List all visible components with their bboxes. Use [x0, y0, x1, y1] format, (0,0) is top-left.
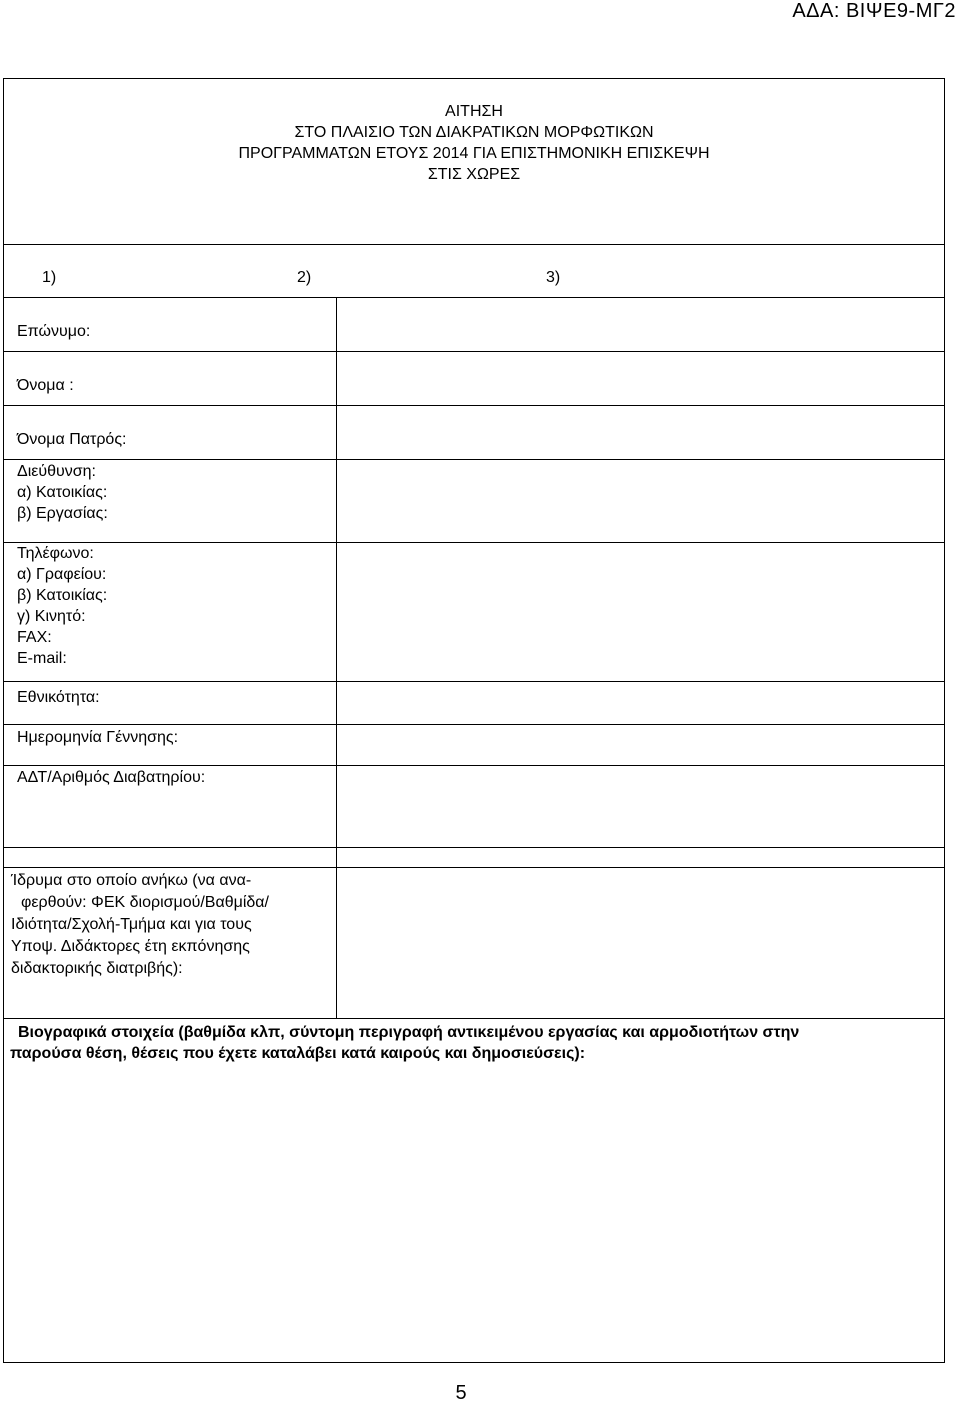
label-name: Όνομα : [17, 377, 74, 394]
divider-nationality [4, 724, 944, 725]
label-address-work: β) Εργασίας: [17, 505, 108, 522]
page-number: 5 [455, 1382, 467, 1404]
institution-line-2: φερθούν: ΦΕΚ διορισμού/Βαθμίδα/ [21, 894, 269, 911]
application-form [3, 78, 945, 1363]
label-bio [10, 1022, 930, 1064]
title-line-1: ΑΙΤΗΣΗ [445, 103, 503, 120]
label-phone-mobile: γ) Κινητό: [17, 608, 86, 625]
divider-birthdate [4, 765, 944, 766]
institution-line-4: Υποψ. Διδάκτορες έτη εκπόνησης [11, 938, 250, 955]
institution-line-3: Ιδιότητα/Σχολή-Τμήμα και για τους [11, 916, 252, 933]
title-line-3: ΠΡΟΓΡΑΜΜΑΤΩΝ ΕΤΟΥΣ 2014 ΓΙΑ ΕΠΙΣΤΗΜΟΝΙΚΗ ΕΠΙΣΚΕΨΗ [238, 145, 710, 162]
divider-institution-top [4, 867, 944, 868]
divider-institution-bottom [4, 1018, 944, 1019]
bio-line-2: παρούσα θέση, θέσεις που έχετε καταλάβει κατά καιρούς και δημοσιεύσεις): [10, 1045, 586, 1062]
label-email: E-mail: [17, 650, 67, 667]
ada-code: ΑΔΑ: ΒΙΨΕ9-ΜΓ2 [792, 0, 956, 22]
divider-title [4, 244, 944, 245]
title-line-4: ΣΤΙΣ ΧΩΡΕΣ [427, 166, 521, 183]
label-birthdate: Ημερομηνία Γέννησης: [17, 729, 179, 746]
label-fax: FAX: [17, 629, 52, 646]
title-line-2: ΣΤΟ ΠΛΑΙΣΙΟ ΤΩΝ ΔΙΑΚΡΑΤΙΚΩΝ ΜΟΡΦΩΤΙΚΩΝ [294, 124, 654, 141]
institution-line-1: Ίδρυμα στο οποίο ανήκω (να ανα- [11, 872, 252, 889]
label-surname: Επώνυμο: [17, 323, 91, 340]
divider-phone [4, 681, 944, 682]
divider-father [4, 459, 944, 460]
choice-2: 2) [297, 269, 312, 286]
choice-3: 3) [546, 269, 561, 286]
form-title [4, 101, 944, 185]
label-nationality: Εθνικότητα: [17, 689, 100, 706]
label-phone-office: α) Γραφείου: [17, 566, 107, 583]
label-phone-group [17, 543, 107, 669]
label-phone: Τηλέφωνο: [17, 545, 94, 562]
column-divider-institution [336, 847, 337, 1018]
label-phone-home: β) Κατοικίας: [17, 587, 108, 604]
institution-line-5: διδακτορικής διατριβής): [11, 960, 183, 977]
column-divider-top [336, 297, 337, 847]
label-id-number: ΑΔΤ/Αριθμός Διαβατηρίου: [17, 769, 206, 786]
label-address-group [17, 461, 108, 524]
label-address-home: α) Κατοικίας: [17, 484, 108, 501]
divider-choices [4, 297, 944, 298]
divider-name [4, 405, 944, 406]
divider-address [4, 542, 944, 543]
choice-1: 1) [42, 269, 57, 286]
label-institution [11, 870, 329, 980]
divider-surname [4, 351, 944, 352]
label-father-name: Όνομα Πατρός: [17, 431, 127, 448]
bio-line-1: Βιογραφικά στοιχεία (βαθμίδα κλπ, σύντομη περιγραφή αντικειμένου εργασίας και αρμοδιοτήτων στην [18, 1024, 800, 1041]
label-address: Διεύθυνση: [17, 463, 96, 480]
divider-id [4, 847, 944, 848]
